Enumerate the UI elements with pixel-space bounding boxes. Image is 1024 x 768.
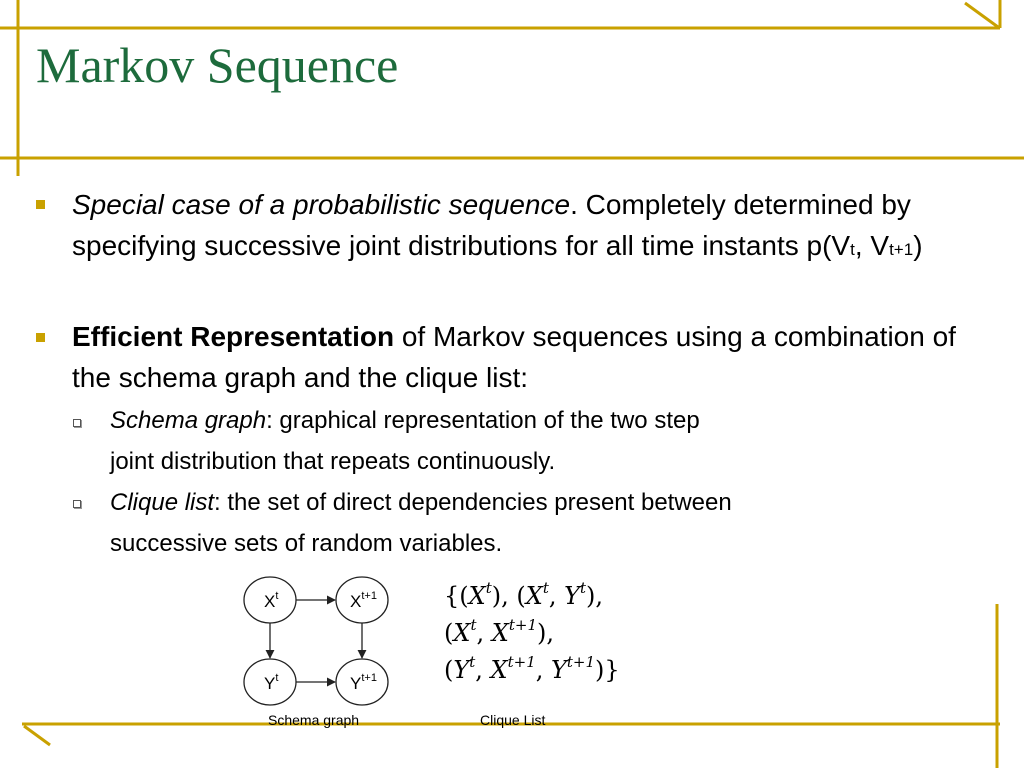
slide-title: Markov Sequence <box>36 37 399 93</box>
bullet-text: . Completely determined by specifying successive joint distributions for all time instants p(V <box>72 189 911 261</box>
graph-node-yt1 <box>336 659 388 705</box>
clique-list <box>444 578 620 689</box>
schema-graph <box>232 570 402 712</box>
sub-bullet-text: successive sets of random variables. <box>110 530 503 557</box>
sub-bullet-emphasis: Schema graph <box>110 407 267 434</box>
sub-bullet-text: joint distribution that repeats continuously. <box>110 448 556 475</box>
sub-bullet-box-icon <box>73 419 81 427</box>
graph-node-yt <box>244 659 296 705</box>
clique-line: ($Y^t$, $X^{t+1}$, $Y^{t+1}$)} <box>444 653 620 684</box>
sub-bullet-text: : graphical representation of the two step <box>266 407 700 434</box>
sub-bullet-item <box>110 482 990 564</box>
bullet-emphasis: Efficient Representation <box>72 321 395 352</box>
bullet-item <box>72 316 1002 398</box>
graph-node-label: $Y^t$ <box>264 672 279 693</box>
graph-node-xt <box>244 577 296 623</box>
bullet-text: of Markov sequences using a combination of the schema graph and the clique list: <box>72 321 956 393</box>
bullet-text: , V <box>854 230 890 261</box>
sub-bullet-item <box>110 400 990 482</box>
bullet-emphasis: Special case of a probabilistic sequence <box>72 189 571 220</box>
sub-bullet-emphasis: Clique list <box>110 489 215 516</box>
clique-line: ($X^t$, $X^{t+1}$), <box>444 616 554 647</box>
schema-graph-caption: Schema graph <box>268 712 360 728</box>
graph-node-label: $Y^{t+1}$ <box>350 672 377 693</box>
bullet-text: ) <box>913 230 923 261</box>
graph-node-xt1 <box>336 577 388 623</box>
sub-bullet-box-icon <box>73 500 81 508</box>
bullet-square-icon <box>36 333 45 342</box>
bullet-item <box>72 184 1002 270</box>
sub-bullet-text: : the set of direct dependencies present between <box>214 489 732 516</box>
clique-line: {$(X^t)$, ($X^t$, $Y^t$), <box>444 579 604 610</box>
subscript: t+1 <box>889 240 914 259</box>
bullet-square-icon <box>36 200 45 209</box>
clique-list-caption: Clique List <box>480 712 546 728</box>
subscript: t <box>850 240 855 259</box>
graph-node-label: $X^{t+1}$ <box>350 590 377 611</box>
graph-node-label: $X^t$ <box>264 590 279 611</box>
